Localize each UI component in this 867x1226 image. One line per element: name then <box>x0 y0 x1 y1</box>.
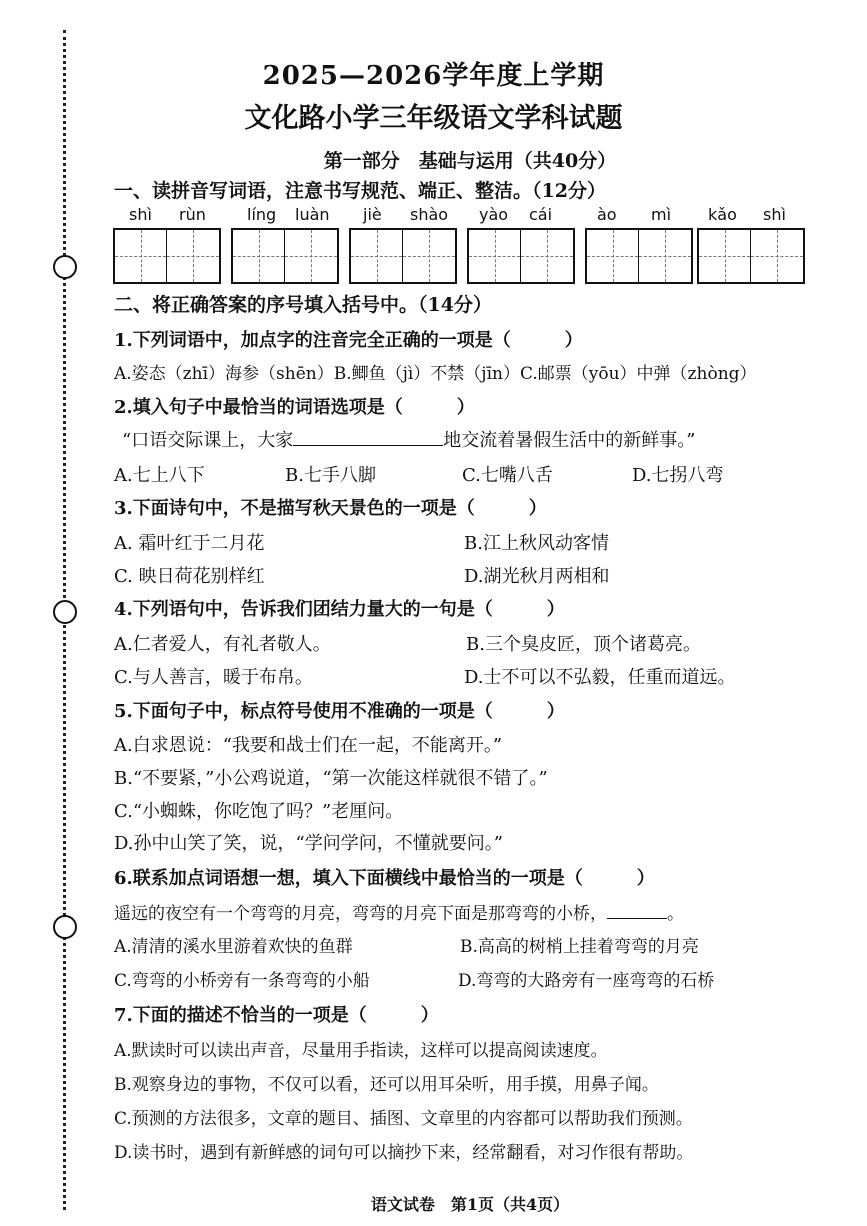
q3-option-c: C. 映日荷花别样红 <box>114 566 265 587</box>
exam-year-title: 2025—2026学年度上学期 <box>262 61 605 91</box>
q7-stem: 7.下面的描述不恰当的一项是（ ） <box>114 1005 439 1026</box>
q6-option-c: C.弯弯的小桥旁有一条弯弯的小船 <box>114 971 370 991</box>
q2-sentence <box>122 426 695 452</box>
q4-option-d: D.士不可以不弘毅，任重而道远。 <box>464 667 736 688</box>
pinyin: ào <box>597 205 617 224</box>
q5-option-d: D.孙中山笑了笑，说，“学问学问，不懂就要问。” <box>114 833 503 854</box>
q2-option-c: C.七嘴八舌 <box>462 465 553 486</box>
q6-sentence <box>114 899 684 924</box>
answer-box[interactable] <box>467 228 575 284</box>
q1-options: A.姿态（zhī）海参（shēn）B.鲫鱼（jì）不禁（jīn）C.邮票（yōu）中弹（zhòng） <box>114 364 757 384</box>
pinyin: líng <box>247 205 277 224</box>
pinyin: shì <box>763 205 786 224</box>
answer-box[interactable] <box>349 228 457 284</box>
q6-sentence-text: 遥远的夜空有一个弯弯的月亮，弯弯的月亮下面是那弯弯的小桥， <box>114 904 607 924</box>
pinyin: luàn <box>295 205 330 224</box>
q4-option-a: A.仁者爱人，有礼者敬人。 <box>114 634 331 655</box>
q7-option-a: A.默读时可以读出声音，尽量用手指读，这样可以提高阅读速度。 <box>114 1041 608 1061</box>
q4-option-b: B.三个臭皮匠，顶个诸葛亮。 <box>466 634 701 655</box>
binding-hole <box>53 255 77 279</box>
pinyin: cái <box>529 205 553 224</box>
answer-box[interactable] <box>697 228 805 284</box>
page-footer: 语文试卷 第1页（共4页） <box>370 1195 570 1214</box>
q1-stem: 1.下列词语中，加点字的注音完全正确的一项是（ ） <box>114 330 583 351</box>
answer-box[interactable] <box>585 228 693 284</box>
q4-option-c: C.与人善言，暖于布帛。 <box>114 667 313 688</box>
q2-sentence-post: 地交流着暑假生活中的新鲜事。” <box>443 430 696 451</box>
section1-heading: 一、读拼音写词语，注意书写规范、端正、整洁。（12分） <box>114 180 606 202</box>
q2-option-a: A.七上八下 <box>114 465 205 486</box>
q5-option-b: B.“不要紧，”小公鸡说道，“第一次能这样就很不错了。” <box>114 768 548 789</box>
q2-stem: 2.填入句子中最恰当的词语选项是（ ） <box>114 397 475 418</box>
pinyin: jiè <box>363 205 382 224</box>
pinyin: shào <box>410 205 449 224</box>
q5-option-a: A.白求恩说：“我要和战士们在一起，不能离开。” <box>114 735 503 756</box>
q4-stem: 4.下列语句中，告诉我们团结力量大的一句是（ ） <box>114 599 565 620</box>
q6-stem: 6.联系加点词语想一想，填入下面横线中最恰当的一项是（ ） <box>114 868 655 889</box>
section2-heading: 二、将正确答案的序号填入括号中。（14分） <box>114 294 492 316</box>
q6-option-b: B.高高的树梢上挂着弯弯的月亮 <box>460 937 699 957</box>
q3-stem: 3.下面诗句中，不是描写秋天景色的一项是（ ） <box>114 498 547 519</box>
exam-title: 文化路小学三年级语文学科试题 <box>244 103 623 134</box>
q6-option-a: A.清清的溪水里游着欢快的鱼群 <box>114 937 353 957</box>
answer-box[interactable] <box>231 228 339 284</box>
q2-option-d: D.七拐八弯 <box>632 465 724 486</box>
pinyin: mì <box>651 205 672 224</box>
q5-stem: 5.下面句子中，标点符号使用不准确的一项是（ ） <box>114 701 565 722</box>
q7-option-c: C.预测的方法很多，文章的题目、插图、文章里的内容都可以帮助我们预测。 <box>114 1109 693 1129</box>
q3-option-b: B.江上秋风动客情 <box>464 533 609 554</box>
answer-blank[interactable] <box>293 427 443 446</box>
q2-option-b: B.七手八脚 <box>285 465 376 486</box>
part-heading: 第一部分 基础与运用（共40分） <box>323 150 617 172</box>
q6-sentence-end: 。 <box>667 904 684 924</box>
q6-option-d: D.弯弯的大路旁有一座弯弯的石桥 <box>458 971 715 991</box>
pinyin: shì <box>129 205 152 224</box>
q2-sentence-pre: “口语交际课上，大家 <box>122 430 294 451</box>
q3-option-d: D.湖光秋月两相和 <box>464 566 610 587</box>
q7-option-b: B.观察身边的事物，不仅可以看，还可以用耳朵听，用手摸，用鼻子闻。 <box>114 1075 659 1095</box>
pinyin: yào <box>479 205 509 224</box>
answer-box[interactable] <box>113 228 221 284</box>
binding-hole <box>53 600 77 624</box>
q7-option-d: D.读书时，遇到有新鲜感的词句可以摘抄下来，经常翻看，对习作很有帮助。 <box>114 1143 694 1163</box>
q5-option-c: C.“小蜘蛛，你吃饱了吗？”老厘问。 <box>114 801 404 822</box>
binding-hole <box>53 915 77 939</box>
pinyin: rùn <box>179 205 206 224</box>
answer-blank[interactable] <box>607 904 667 919</box>
pinyin: kǎo <box>708 205 737 224</box>
q3-option-a: A. 霜叶红于二月花 <box>114 533 265 554</box>
